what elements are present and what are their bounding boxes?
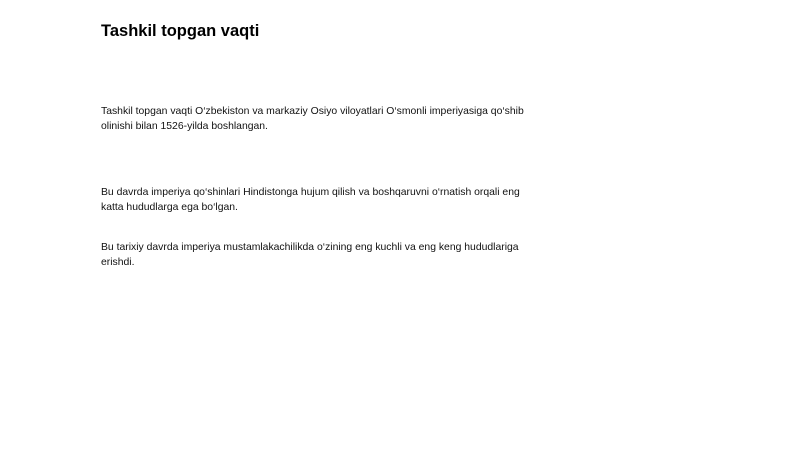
paragraph-1: Tashkil topgan vaqti O‘zbekiston va markaziy Osiyo viloyatlari O‘smonli imperiyasiga qo‘shib olinishi bilan 1526-yilda boshlangan. [101,106,524,132]
paragraph-2: Bu davrda imperiya qo‘shinlari Hindistonga hujum qilish va boshqaruvni o‘rnatish orqali eng katta hududlarga ega bo‘lgan. [101,187,520,213]
paragraph-3: Bu tarixiy davrda imperiya mustamlakachilikda o‘zining eng kuchli va eng keng hududlariga erishdi. [101,242,519,268]
slide-title: Tashkil topgan vaqti [101,22,260,40]
